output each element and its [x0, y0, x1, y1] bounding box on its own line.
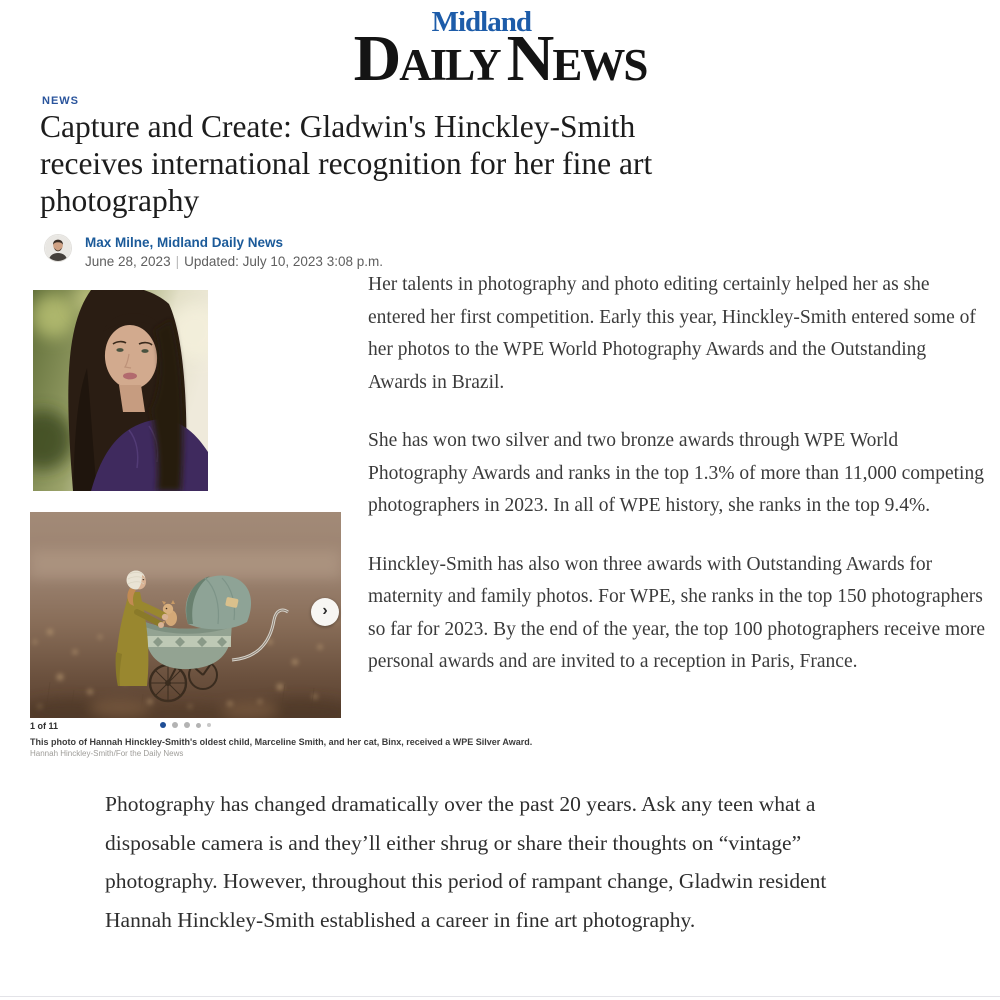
masthead-letter-n: N: [506, 22, 553, 95]
carousel-next-button[interactable]: [311, 598, 339, 626]
portrait-photo: [33, 290, 208, 491]
date-updated: Updated: July 10, 2023 3:08 p.m.: [184, 254, 383, 269]
date-published: June 28, 2023: [85, 254, 171, 269]
article-paragraph: She has won two silver and two bronze awards through WPE World Photography Awards and ranks in the top 1.3% of more than 11,000 competing photographers in 2023. In all of WPE history, she ranks in the top 9.4%.: [368, 430, 984, 516]
section-link-news[interactable]: NEWS: [42, 95, 79, 107]
author-avatar: [44, 234, 72, 262]
masthead-ews: EWS: [552, 40, 647, 90]
photo-carousel[interactable]: [30, 512, 341, 718]
chevron-right-icon: ›: [322, 602, 328, 619]
article-paragraph: Her talents in photography and photo editing certainly helped her as she entered her first competition. Early this year, Hinckley-Smith entered some of her photos to the WPE World Photography Awards and the Outstanding Awards in Brazil.: [368, 274, 976, 393]
masthead-letter-d: D: [353, 22, 400, 95]
section-divider: [0, 996, 1000, 997]
masthead: [0, 6, 1000, 95]
photo-caption: This photo of Hannah Hinckley-Smith's oldest child, Marceline Smith, and her cat, Binx, received a WPE Silver Award.: [30, 737, 533, 747]
byline-text: [85, 234, 383, 271]
carousel-dot[interactable]: [160, 722, 166, 728]
carousel-dot[interactable]: [184, 722, 190, 728]
carousel-photo-image: [30, 512, 341, 718]
portrait-photo-image: [33, 290, 208, 491]
article-paragraph: Hinckley-Smith has also won three awards with Outstanding Awards for maternity and family photos. For WPE, she ranks in the top 150 photographers so far for 2023. By the end of the year, the top 100 photographers receive more personal awards and are invited to a reception in Paris, France.: [368, 553, 986, 672]
carousel-dots: [30, 722, 341, 728]
photo-credit: Hannah Hinckley-Smith/For the Daily News: [30, 749, 184, 758]
author-link[interactable]: Max Milne, Midland Daily News: [85, 235, 284, 250]
date-separator: |: [175, 254, 180, 269]
article-closing-paragraph: Photography has changed dramatically over the past 20 years. Ask any teen what a disposable camera is and they’ll either shrug or share their thoughts on “vintage” photography. However, throughout this period of rampant change, Gladwin resident Hannah Hinckley-Smith established a career in fine art photography.: [105, 792, 827, 932]
carousel-dot[interactable]: [172, 722, 178, 728]
publish-date: [85, 253, 383, 271]
masthead-midland: Midland: [431, 6, 531, 38]
byline: [44, 234, 383, 271]
author-avatar-image: [45, 235, 71, 261]
carousel-dot[interactable]: [207, 723, 211, 727]
carousel-dot[interactable]: [196, 723, 201, 728]
carousel-counter: 1 of 11: [30, 721, 59, 731]
masthead-aily: AILY: [399, 40, 500, 90]
page-title: Capture and Create: Gladwin's Hinckley-Smith receives international recognition for her fine art photography: [40, 109, 653, 218]
article-body: [368, 269, 988, 705]
masthead-logo[interactable]: [353, 6, 647, 95]
carousel-meta: [30, 721, 341, 733]
